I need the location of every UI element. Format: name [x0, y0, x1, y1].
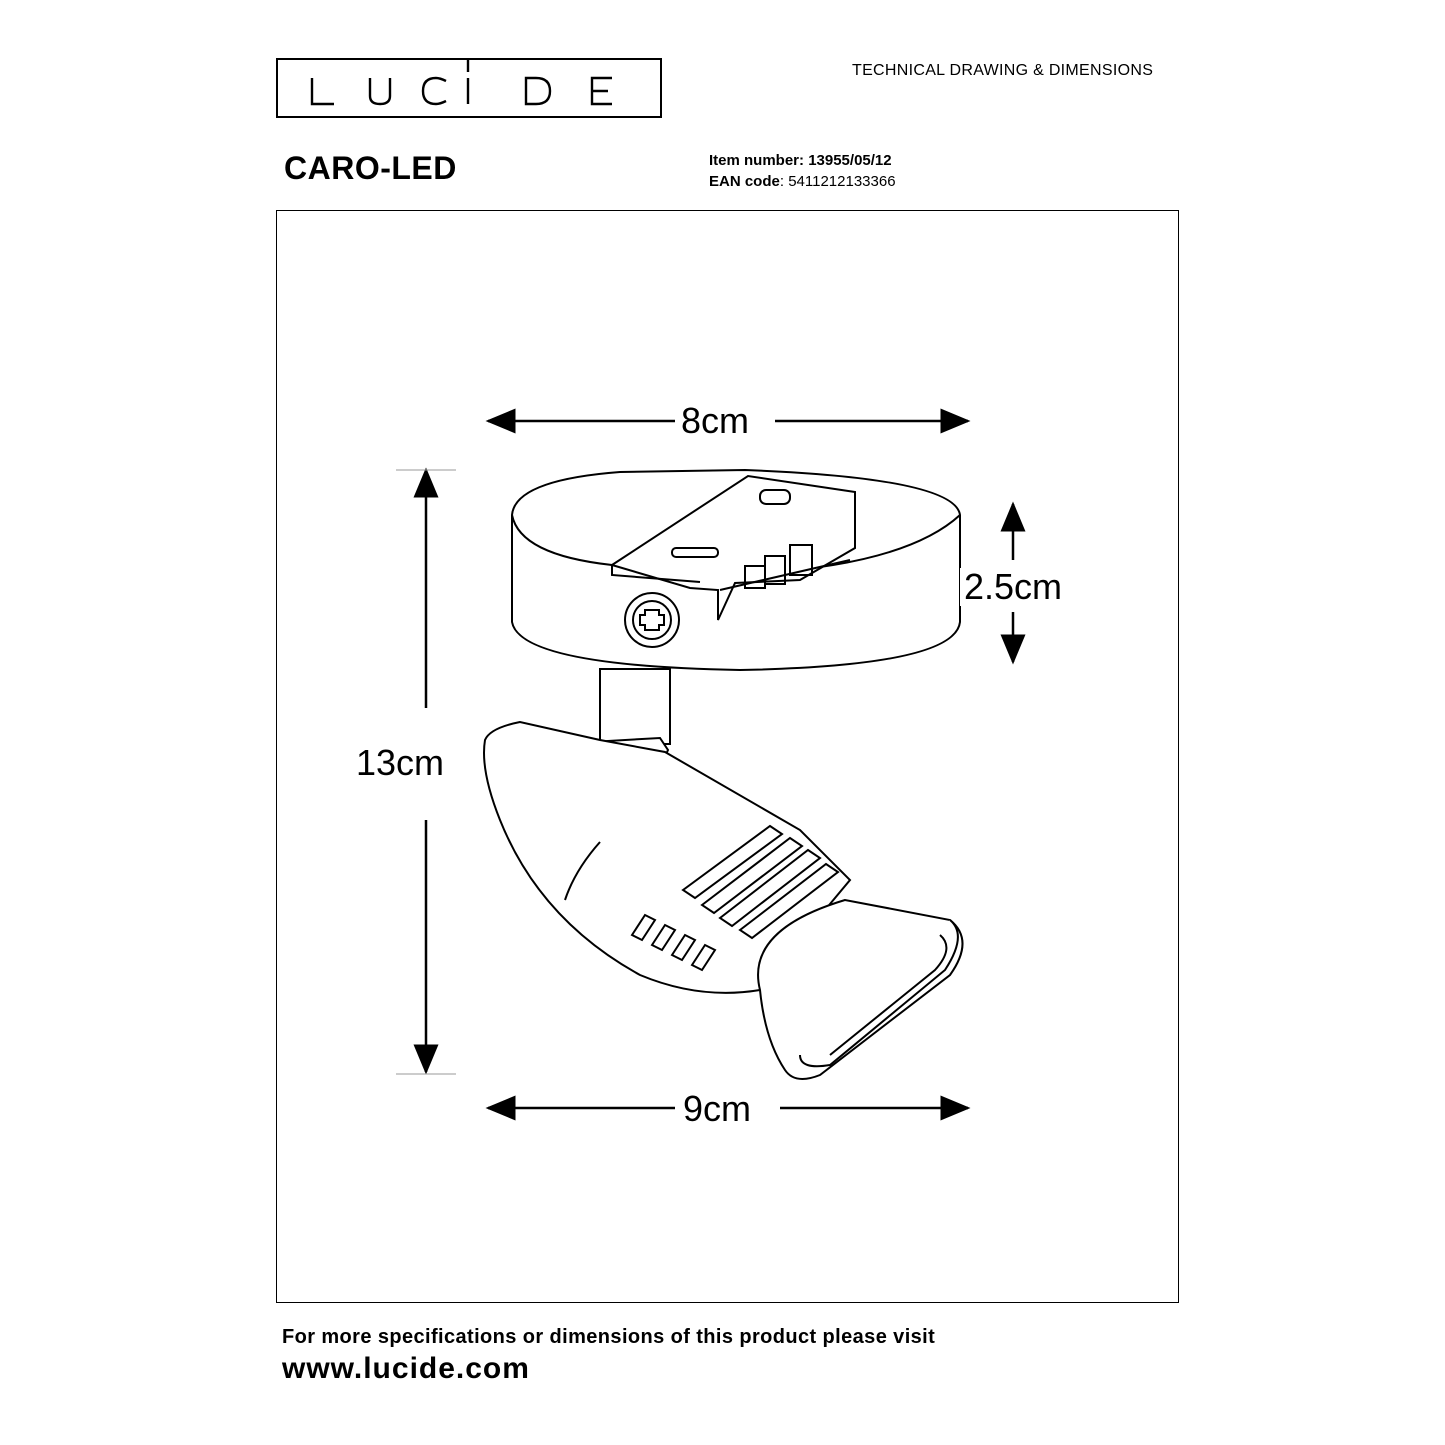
ean-value: : 5411212133366 — [779, 173, 896, 190]
dimension-height-base: 2.5cm — [960, 568, 1066, 606]
item-number-label: Item number: — [709, 152, 805, 169]
dimension-width-bottom: 9cm — [679, 1090, 755, 1128]
footer-note: For more specifications or dimensions of this product please visit — [282, 1326, 936, 1348]
document-type-label: TECHNICAL DRAWING & DIMENSIONS — [852, 62, 1154, 79]
footer-url[interactable]: www.lucide.com — [282, 1352, 530, 1385]
product-name: CARO-LED — [284, 150, 457, 186]
spot-head — [484, 722, 963, 1079]
ean-label: EAN code — [709, 173, 780, 190]
item-number-value: 13955/05/12 — [808, 152, 892, 169]
dimension-height-total: 13cm — [352, 744, 448, 782]
dimension-width-top: 8cm — [677, 402, 753, 440]
ceiling-base — [512, 470, 960, 670]
